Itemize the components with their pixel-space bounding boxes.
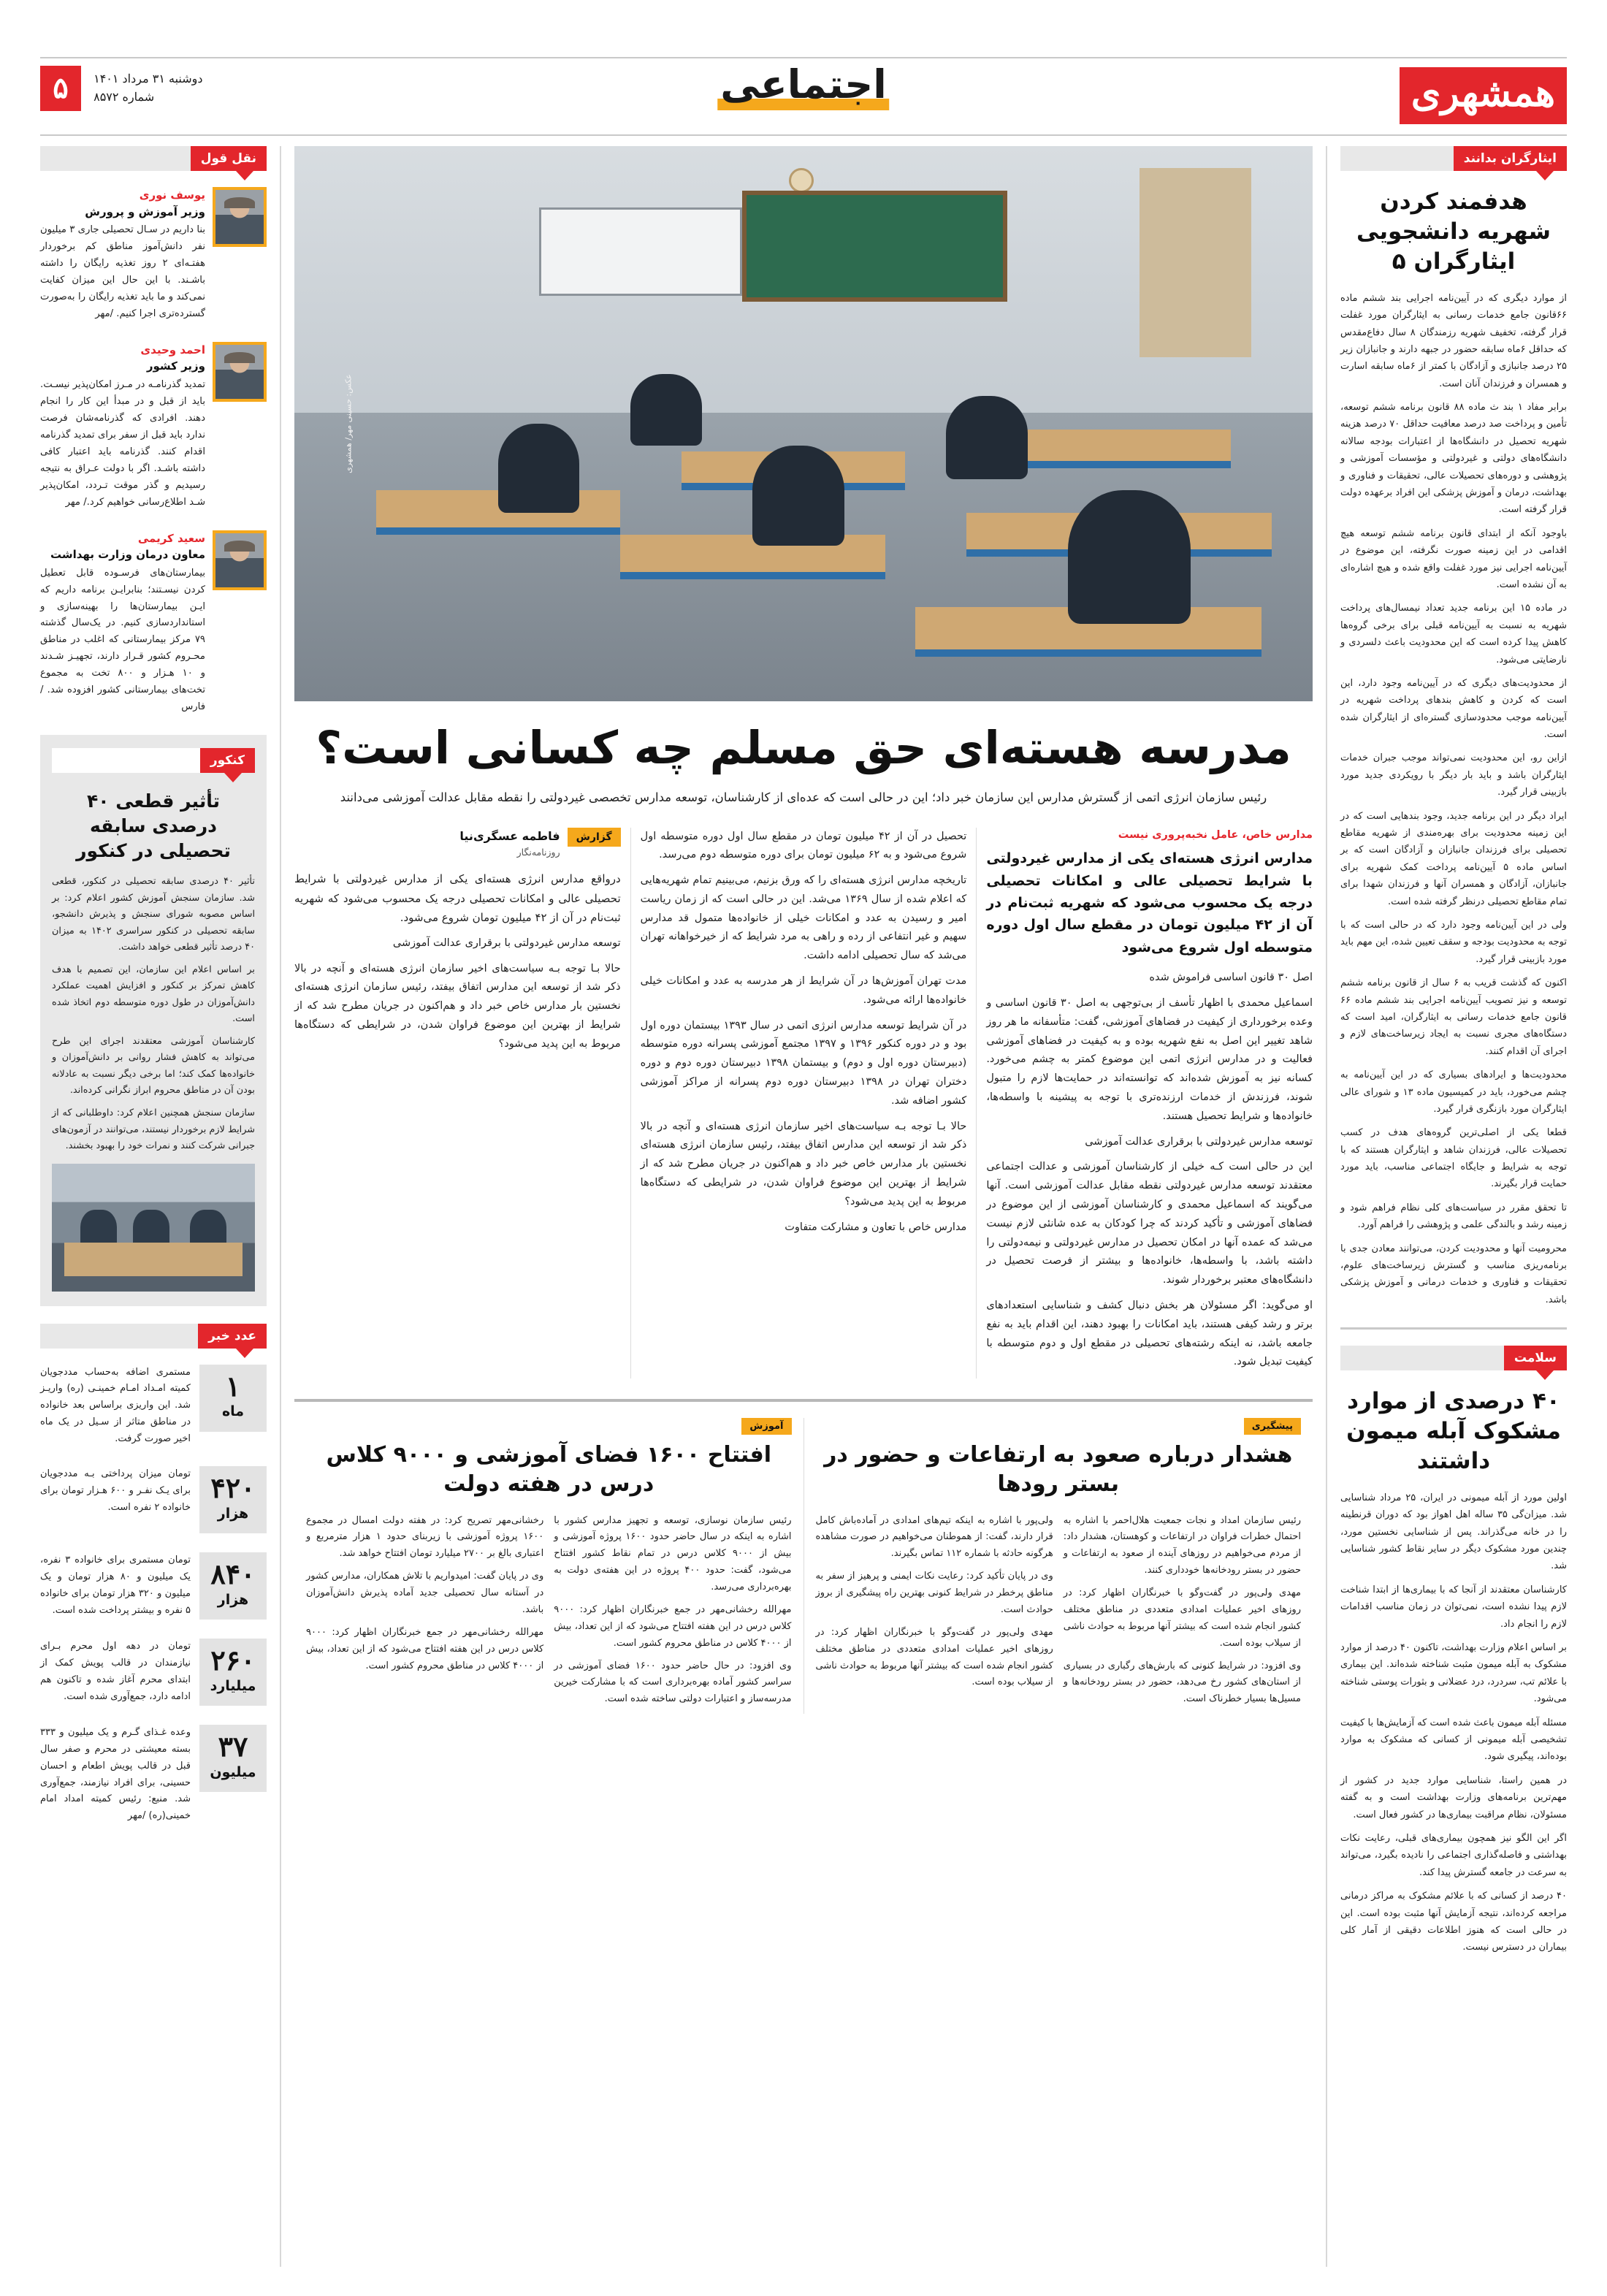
bottom-article-prevention [804, 1418, 1313, 1714]
main-subheadline: رئیس سازمان انرژی اتمی از گسترش مدارس این سازمان خبر داد؛ این در حالی است که عده‌ای از کارشناسان، توسعه مدارس تخصصی غیردولتی را نقطه مقابل عدالت آموزشی می‌دانند [340, 790, 1267, 804]
paragraph: این در حالی است کـه خیلی از کارشناسان آموزشی و عدالت اجتماعی معتقدند توسعه مدارس غیردولتی نقطه مقابل عدالت آموزشی است. آنها می‌گویند که اسماعیل محمدی و کارشناسان آموزشی از این موضوع در فضاهای آموزشی و تأکید کردند که چرا کودکان به عده شانئی لازم نیست می‌شد که عمده آنها در امکان تحصیل در مدارس غیردولتی و نیمه‌دولتی را داشته باشد، با واسطه‌ها، خانواده‌ها و بیشتر از فرصت تحصیل در دانشگاه‌های معتبر برخوردار شوند. [986, 1161, 1313, 1286]
section-title [714, 61, 892, 112]
kicker-isargaran [1340, 146, 1567, 171]
paragraph: ازاین رو، این محدودیت نمی‌تواند موجب جبران خدمات ایثارگران باشد و باید بار دیگر با رویکردی جدید مورد بازبینی قرار گیرد. [1340, 752, 1567, 798]
issue-meta [40, 66, 203, 111]
article-body-monkeypox [1340, 1490, 1567, 1956]
kicker-label-konkur: کنکور [200, 748, 255, 773]
paragraph: در همین راستا، شناسایی موارد جدید در کشور از مهم‌ترین برنامه‌های وزارت بهداشت است و به گفته مسئولان، نظام مراقبت بیماری‌ها در کشور فعال است. [1340, 1774, 1567, 1820]
paragraph: باوجود آنکه از ابتدای قانون برنامه ششم توسعه هیچ اقدامی در این زمینه صورت نگرفته، این موضوع در آیین‌نامه اجرایی نیز مورد غفلت واقع شده و هیچ اشاره‌ای به آن نشده است. [1340, 527, 1567, 590]
paragraph: مهرالله رخشانی‌مهر در جمع خبرنگاران اظهار کرد: ۹۰۰۰ کلاس درس در این هفته افتتاح می‌شود که از این تعداد، بیش از ۴۰۰۰ کلاس در مناطق محروم کشور است. [554, 1603, 792, 1649]
photo-curtain [1140, 168, 1251, 356]
paragraph: او می‌گوید: اگر مسئولان هر بخش دنبال کشف و شناسایی استعدادهای برتر و رشد کیفی هستند، باید امکانات را بهبود دهند، این اقدام باید به نفع جامعه باشد، نه اینکه رشته‌های تحصیلی در مقطع اول و دوم متوسطه با کیفیت تبدیل شود. [986, 1299, 1313, 1368]
number-text: تومان میزان پرداختی بـه مددجویان برای یـک نفـر و ۶۰۰ هـزار تومان برای خانواده ۲ نفره است. [40, 1468, 191, 1513]
bottom-subcol [306, 1513, 543, 1715]
paragraph: تاریخچه مدارس انرژی هسته‌ای را که ورق بزنیم، می‌بینیم تمام شهریه‌هایی که اعلام شده از سال ۱۳۶۹ می‌شد. این در حالی است که از زمان ریاست امیر و رسیدن به عدد و امکانات خیلی از خانواده‌ها متمول قد مدارس سهیم و غیر انتفاعی از رده و راهی به مرد شرایط که از خیرخواهانه تهران می‌شد که سال تحصیلی ادامه داشت. [640, 874, 967, 962]
paragraph: اولین مورد از آبله میمونی در ایران، ۲۵ مرداد شناسایی شد. میزان‌گی ۳۵ ساله اهل اهواز بود که دوران قرنطینه را در خانه می‌گذراند. پس از شناسایی نخستین مورد، چندین مورد مشکوک دیگر در سایر نقاط کشور شناسایی شد. [1340, 1492, 1567, 1572]
number-badge [199, 1552, 267, 1620]
kicker-label-quotes: نقل قول [191, 146, 267, 171]
number-badge [199, 1725, 267, 1792]
bottom-subcol [816, 1513, 1053, 1715]
brand-logo[interactable]: همشهری [1400, 67, 1567, 124]
paragraph: اکنون که گذشت قریب به ۶ سال از قانون برنامه ششم توسعه و نیز تصویب آیین‌نامه اجرایی بند ششم ماده ۶۶ قانون جامع خدمات رسانی به ایثارگران، امید است که دستگاه‌های مجری نسبت به ایجاد زیرساخت‌های لازم و اجرای آن اقدام کنند. [1340, 977, 1567, 1057]
number-unit: ماه [221, 1403, 245, 1420]
paragraph: سازمان سنجش همچنین اعلام کرد: داوطلبانی که از شرایط لازم برخوردار نیستند، می‌توانند در آزمون‌های جبرانی شرکت کنند و نمرات خود را بهبود بخشند. [52, 1107, 255, 1152]
quote-text: بیمارستان‌های فرسـوده قابل تعطیل کردن نیسـتند؛ بنابرایـن برنامه داریم که ایـن بیمارستان‌ها را بهینه‌سازی و استانداردسازی کنیم. در یک‌سال گذشته ۷۹ مرکز بیمارستانی که اغلب در مناطق محـروم کشور قـرار دارند، تجهیـز شـدند و ۱۰ هـزار و ۸۰۰ تخت به مجموع تخت‌های بیمارستانی کشور افزوده شد. /فارس [40, 567, 205, 713]
paragraph: اگر این الگو نیز همچون بیماری‌های قبلی، رعایت نکات بهداشتی و فاصله‌گذاری اجتماعی را نادیده بگیرد، می‌تواند به سرعت در جامعه گسترش پیدا کند. [1340, 1832, 1567, 1878]
paragraph: قطعا یکی از اصلی‌ترین گروه‌های هدف در کسب تحصیلات عالی، فرزندان شاهد و ایثارگران هستند که با توجه به شرایط و جایگاه اجتماعی مناسب، باید مورد حمایت قرار بگیرند. [1340, 1127, 1567, 1190]
paragraph: برابر مفاد ۱ بند ث ماده ۸۸ قانون برنامه ششم توسعه، تأمین و پرداخت صد درصد معافیت حداقل ۷۰ درصد هزینه شهریه تحصیل در دانشگاه‌ها از اعتبارات بودجه سالانه دانشگاه‌های دولتی و غیردولتی و مؤسسات آموزشی و پژوهشی و دوره‌های تحصیلات عالی، تحقیقات و فناوری و بهداشت، درمان و آموزش پزشکی این افراد برعهده دولت قرار گرفته است. [1340, 402, 1567, 516]
quote-name: سعید کریمی [137, 531, 205, 545]
paragraph: ایراد دیگر در این برنامه جدید، وجود بندهایی است که در این زمینه محدودیت برای بهره‌مندی از شهریه مقاطع تحصیلی برای فرزندان جانبازان و آزادگان است که بر اساس ماده ۵ آیین‌نامه پرداخت کمک شهریه برای جانبازان، آزادگان و همسران آنها و فرزندان شهدا برای تمام مقاطع تحصیلی درنظر گرفته شده است. [1340, 810, 1568, 907]
bottom-article-education [294, 1418, 804, 1714]
bottom-subcol [554, 1513, 791, 1715]
photo-student [752, 446, 844, 546]
bottom-chip-education: آموزش [741, 1418, 791, 1435]
paragraph: از موارد دیگری که در آیین‌نامه اجرایی بند ششم ماده ۶۶قانون جامع خدمات رسانی به ایثارگران مورد غفلت قرار گرفته، تخفیف شهریه رزمندگان ۸ سال دفاع‌مقدس که حداقل ۶ماه سابقه حضور در جبهه دارند و جانبازان زیر ۲۵ درصد جانبازی و آزادگان با کمتر از ۶ماه سابقه اسارت و همسران و فرزندان آنان است. [1340, 292, 1567, 389]
quote-name: یوسف نوری [139, 188, 205, 202]
number-value: ۲۶۰ [210, 1644, 256, 1677]
inline-tag: مدارس خاص، عامل نخبه‌پروری نیست [1118, 828, 1313, 841]
paragraph: ولی‌پور با اشاره به اینکه تیم‌های امدادی در آماده‌باش کامل قرار دارند، گفت: از هموطنان می‌خواهیم در صورت مشاهده هرگونه حادثه با شماره ۱۱۲ تماس بگیرند. [815, 1514, 1053, 1560]
bottom-subcolumns-education [306, 1513, 792, 1715]
three-column-grid [40, 146, 1567, 2267]
number-unit: میلیارد [210, 1678, 256, 1695]
quote-body [40, 530, 205, 717]
paragraph: مدت تهران آموزش‌ها در آن شرایط از هر مدرسه به عدد و امکانات خیلی خانواده‌ها ارائه می‌شود. [640, 975, 967, 1006]
bottom-headline-prevention[interactable]: هشدار درباره صعود به ارتفاعات و حضور در بستر رودها [824, 1442, 1293, 1498]
masthead [40, 57, 1567, 136]
paragraph: توسعه مدارس غیردولتی با برقراری عدالت آموزشی [1085, 1135, 1313, 1148]
paragraph: مهرالله رخشانی‌مهر در جمع خبرنگاران اظهار کرد: ۹۰۰۰ کلاس درس در این هفته افتتاح می‌شود که از این تعداد، بیش از ۴۰۰۰ کلاس در مناطق محروم کشور است. [306, 1626, 544, 1671]
column-left [40, 146, 281, 2267]
paragraph: توسعه مدارس غیردولتی با برقراری عدالت آموزشی [392, 937, 621, 949]
paragraph: وی افزود: در شرایط کنونی که بارش‌های رگباری در بسیاری از استان‌های کشور رخ می‌دهد، حضور در بستر رودخانه‌ها و مسیل‌ها بسیار خطرناک است. [1063, 1660, 1301, 1705]
paragraph: محدودیت‌ها و ایرادهای بسیاری که در این آیین‌نامه به چشم می‌خورد، باید در کمیسیون ماده ۱۳ و شورای عالی ایثارگران مورد بازنگری قرار گیرد. [1340, 1069, 1567, 1115]
paragraph: ۴۰ درصد از کسانی که با علائم مشکوک به مراکز درمانی مراجعه کرده‌اند، نتیجه آزمایش آنها مثبت بوده است. این در حالی است که هنوز اطلاعات دقیقی از آمار کلی بیماران در دسترس نیست. [1340, 1891, 1567, 1953]
quote-role: وزیر آموزش و پرورش [85, 205, 205, 218]
paragraph: درواقع مدارس انرژی هسته‌ای یکی از مدارس غیردولتی با شرایط تحصیلی عالی و امکانات تحصیلی درجه یک محسوب می‌شود که شهریه ثبت‌نام در آن از ۴۲ میلیون تومان شروع می‌شود. [294, 872, 621, 925]
paragraph: اسماعیل محمدی با اظهار تأسف از بی‌توجهی به اصل ۳۰ قانون اساسی و وعده برخورداری از کیفیت در فضاهای آموزشی، گفت: متأسفانه ما هر روز شاهد تغییر این اصل به نفع شهریه بوده و به کیفیت در فضاهای آموزشی فعالیت و در مدارس انرژی اتمی این موضوع کمتر به چشم می‌خورد. کسانه نیز به آموزش شده‌اند که توانسته‌اند در حمایت‌ها لازم را متبول شوند، فرزندش از خدمات ارزنده‌تری با توجه به پیشینه با واسطه‌ها، خانواده‌ها و شرایط تحصیل هستند. [986, 997, 1313, 1122]
article-body-isargaran [1340, 290, 1567, 1308]
number-value: ۴۲۰ [210, 1471, 256, 1505]
photo-student [946, 396, 1028, 479]
avatar [213, 342, 267, 402]
paragraph: بر اساس اعلام وزارت بهداشت، تاکنون ۴۰ درصد از موارد مشکوک به آبله میمون مثبت شناخته شده‌اند. این بیماری با علائم تب، سردرد، درد عضلانی و بثورات پوستی شناخته می‌شود. [1340, 1642, 1568, 1705]
middle-col-2 [630, 828, 977, 1379]
number-item [40, 1639, 267, 1706]
number-text: تومان مستمری برای خانواده ۳ نفره، یک میلیون و ۸۰ هزار تومان و یک میلیون و ۳۲۰ هزار تومان برای خانواده ۵ نفره و بیشتر پرداخت شده است. [40, 1555, 191, 1616]
number-item [40, 1365, 267, 1448]
quote-card [40, 342, 267, 511]
page-content [40, 146, 1567, 2267]
paragraph: وی در پایان گفت: امیدواریم با تلاش همکاران، مدارس کشور در آستانه سال تحصیلی جدید آماده پذیرش دانش‌آموزان باشد. [306, 1571, 544, 1615]
bottom-subcol [1064, 1513, 1301, 1715]
kicker-label-numbers: عدد خبر [198, 1324, 267, 1349]
paragraph: رخشانی‌مهر تصریح کرد: در هفته دولت امسال در مجموع ۱۶۰۰ پروژه آموزشی با زیربنای حدود ۱ هزار مترمربع و اعتباری بالغ بر ۲۷۰۰ میلیارد تومان افتتاح خواهد شد. [306, 1514, 544, 1560]
hero-photo-classroom [294, 146, 1313, 701]
kicker-salamat [1340, 1346, 1567, 1370]
paragraph: رئیس سازمان امداد و نجات جمعیت هلال‌احمر با اشاره به احتمال خطرات فراوان در ارتفاعات و کوهستان، هشدار داد: از مردم می‌خواهیم در روزهای آینده از صعود به ارتفاعات و حضور در بستر رودخانه‌ها خودداری کنند. [1063, 1514, 1301, 1576]
konkur-box [40, 735, 267, 1305]
kicker-konkur [52, 748, 255, 773]
quote-card [40, 187, 267, 323]
paragraph: مسئله آبله میمون باعث شده است که آزمایش‌ها با کیفیت تشخیصی آبله میمونی از کسانی که مشکوک به موارد بوده‌اند، پیگیری شود. [1340, 1717, 1567, 1763]
kicker-label-salamat: سلامت [1504, 1346, 1567, 1370]
paragraph: از محدودیت‌های دیگری که در آیین‌نامه وجود دارد، این است که کردن و کاهش بندهای پرداخت شهریه در آیین‌نامه موجب محدودسازی گستره‌ای از ایثارگران شده است. [1340, 677, 1567, 741]
paragraph: مهدی ولی‌پور در گفت‌وگو با خبرنگاران اظهار کرد: در روزهای اخیر عملیات امدادی متعددی در مناطق مختلف کشور انجام شده است که بیشتر آنها مربوط به حوادث ناشی از سیلاب بوده است. [1063, 1587, 1301, 1649]
bottom-headline-education[interactable]: افتتاح ۱۶۰۰ فضای آموزشی و ۹۰۰۰ کلاس درس در هفته دولت [326, 1442, 771, 1498]
paragraph: بر اساس اعلام این سازمان، این تصمیم با هدف کاهش تمرکز بر کنکور و افزایش اهمیت عملکرد دانش‌آموزان در طول دوره متوسطه دوم اتخاذ شده است. [52, 964, 255, 1025]
paragraph: رئیس سازمان نوسازی، توسعه و تجهیز مدارس کشور با اشاره به اینکه در سال حاضر حدود ۱۶۰۰ پروژه آموزشی و بیش از ۹۰۰۰ کلاس درس در تمام نقاط کشور افتتاح می‌شود، گفت: حدود ۴۰۰ پروژه در این هفته‌ی دولت به بهره‌برداری می‌رسد. [554, 1514, 792, 1593]
photo-student [498, 424, 580, 513]
quote-card [40, 530, 267, 717]
byline-role: روزنامه‌نگار [516, 846, 560, 858]
paragraph: تأثیر ۴۰ درصدی سابقه تحصیلی در کنکور، قطعی شد. سازمان سنجش آموزش کشور اعلام کرد: بر اساس مصوبه شورای سنجش و پذیرش دانشجو، سابقه تحصیلی در کنکور سراسری ۱۴۰۲ به میزان ۴۰ درصد تأثیر قطعی خواهد داشت. [52, 876, 255, 953]
photo-desk [64, 1243, 243, 1276]
paragraph: مدارس خاص با تعاون و مشارکت متفاوت [785, 1221, 967, 1233]
paragraph: وی افزود: در حال حاضر حدود ۱۶۰۰ فضای آموزشی در سراسر کشور آماده بهره‌برداری است که با مشارکت خیرین مدرسه‌ساز و اعتبارات دولتی ساخته شده است. [554, 1660, 792, 1705]
photo-desk [620, 535, 885, 579]
quote-name: احمد وحیدی [140, 343, 205, 356]
paragraph: حالا بـا توجه بـه سیاست‌های اخیر سازمان انرژی هسته‌ای و آنچه در بالا ذکر شد از توسعه این مدارس اتفاق بیفتد، رئیس سازمان انرژی هسته‌ای نخستین بار مدارس خاص خبر داد و هم‌اکنون در جریان مطرح شد که از شرایط از بهترین این موضوع فراوان شدن، در شرایطی که دستگاه‌ها مربوط به این پدید می‌شود؟ [294, 962, 621, 1050]
header-rule-bottom [40, 134, 1567, 136]
middle-col-1 [976, 828, 1313, 1379]
quote-body [40, 342, 205, 511]
paragraph: اصل ۳۰ قانون اساسی فراموش شده [1149, 972, 1313, 984]
paragraph: در ماده ۱۵ این برنامه جدید تعداد نیمسال‌های پرداخت شهریه به نسبت به آیین‌نامه قبلی برای برخی گروه‌ها کاهش پیدا کرده است که این محدودیت باعث دلسردی و نارضایتی می‌شود. [1340, 603, 1568, 665]
paragraph: تحصیل در آن از ۴۲ میلیون تومان در مقطع سال اول دوره متوسطه اول شروع می‌شود و به ۶۲ میلیون تومان برای دوره متوسطه دوم می‌رسد. [640, 830, 967, 861]
avatar [213, 530, 267, 590]
quote-text: تمدید گذرنامـه در مـرز امکان‌پذیر نیسـت. باید از قبل و در مبدأ این کار را انجام دهند. افرادی که گذرنامه‌شان فرصت ندارد باید قبل از سفر برای تمدید گذرنامه اقدام کنند. گذرنامه باید اعتبار کافی داشته باشـد. اگر با دولت عـراق به نتیجه رسیدیم و گذر موقت تـردد، امکان‌پذیر شـد اطلاع‌رسانی خواهیم کرد./ مهر [40, 378, 205, 508]
number-text: مستمری اضافه به‌حساب مددجویان کمیته امـداد امـام خمینـی (ره) واریـز شد. این واریزی براساس بعد خانواده در مناطق متاثر از سـیل در یک ماه اخیر صورت گرفت. [40, 1366, 191, 1444]
bottom-chip-prevention: پیشگیری [1244, 1418, 1301, 1435]
main-headline[interactable]: مدرسه هسته‌ای حق مسلم چه کسانی است؟ [316, 721, 1291, 774]
quote-text: بنا داریم در سـال تحصیلی جاری ۳ میلیون نفر دانش‌آموز مناطق کم برخوردار هفتـه‌ای ۲ روز تغذیه رایگان را داشته باشـند. با این حال این میزان کفایت نمی‌کند و ما باید تغذیه رایگان را به‌صورت گسترده‌تری اجرا کنیم. /مهر [40, 224, 206, 319]
headline-monkeypox[interactable]: ۴۰ درصدی از موارد مشکوک آبله میمون داشتند [1346, 1388, 1561, 1475]
paragraph: حالا بـا توجه بـه سیاست‌های اخیر سازمان انرژی هسته‌ای و آنچه در بالا ذکر شد از توسعه این مدارس اتفاق بیفتد، رئیس سازمان انرژی هسته‌ای نخستین بار مدارس خاص خبر داد و هم‌اکنون در جریان مطرح شد که از شرایط از بهترین این موضوع فراوان شدن، در شرایطی که دستگاه‌ها مربوط به این پدید می‌شود؟ [640, 1120, 967, 1208]
photo-student [630, 374, 702, 446]
middle-col-3 [294, 828, 630, 1379]
number-item [40, 1552, 267, 1620]
column-middle [281, 146, 1326, 2267]
number-text: وعده غـذای گـرم و یک میلیون و ۳۳۳ بسته معیشتی در محرم و صفر سال قبل در قالب پویش اطعام و احسان حسینی، برای افراد نیازمند، جمع‌آوری شد. منبع: رئیس کمیته امداد امام خمینی(ره) /مهر [40, 1727, 191, 1822]
photo-projector-screen [539, 207, 743, 297]
number-value: ۱ [225, 1369, 241, 1403]
section-divider [1340, 1327, 1567, 1330]
quote-role: معاون درمان وزارت بهداشت [50, 548, 205, 562]
paragraph: وی در پایان تأکید کرد: رعایت نکات ایمنی و پرهیز از سفر به مناطق پرخطر در شرایط کنونی بهترین راه پیشگیری از بروز حوادث است. [815, 1571, 1053, 1615]
brand-logo-wrap[interactable] [1400, 67, 1567, 124]
byline-author [459, 828, 560, 859]
avatar [213, 187, 267, 247]
paragraph: کارشناسان معتقدند از آنجا که با بیماری‌ها از ابتدا شناخت لازم پیدا نشده است، نمی‌توان در زمان مناسب اقدامات لازم را انجام داد. [1340, 1584, 1567, 1630]
page-number: ۵ [40, 66, 81, 111]
quote-role: وزیر کشور [146, 359, 205, 373]
kicker-label-isargaran: ایثارگران بدانند [1454, 146, 1567, 171]
number-badge [199, 1365, 267, 1432]
number-badge [199, 1466, 267, 1533]
paragraph: مهدی ولی‌پور در گفت‌وگو با خبرنگاران اظهار کرد: در روزهای اخیر عملیات امدادی متعددی در مناطق مختلف کشور انجام شده است که بیشتر آنها مربوط به حوادث ناشی از سیلاب بوده است. [815, 1626, 1053, 1688]
paragraph: ولی در این آیین‌نامه وجود دارد که در حالی است که با توجه به محدودیت بودجه و سقف تعیین شده، این مهم باید مورد بازبینی قرار گیرد. [1340, 920, 1567, 965]
kicker-numbers [40, 1324, 267, 1349]
column-right [1326, 146, 1567, 2267]
paragraph: تا تحقق مقرر در سیاست‌های کلی نظام فراهم شود و زمینه رشد و بالندگی علمی و پژوهشی را فراهم آورد. [1340, 1202, 1567, 1231]
number-value: ۸۴۰ [210, 1557, 256, 1591]
issue-date: دوشنبه ۳۱ مرداد ۱۴۰۱ [93, 72, 203, 86]
number-value: ۳۷ [218, 1730, 248, 1763]
kicker-quotes [40, 146, 267, 171]
byline [294, 828, 621, 859]
number-unit: میلیون [210, 1764, 256, 1781]
photo-student [1068, 490, 1190, 623]
konkur-photo [52, 1164, 255, 1292]
paragraph: محرومیت آنها و محدودیت کردن، می‌توانند معادن جدی با برنامه‌ریزی مناسب و گسترش زیرساخت‌های علوم، تحقیقات و فناوری و خدمات درمانی و آموزش پزشکی باشد. [1340, 1243, 1567, 1305]
issue-number: شماره ۸۵۷۲ [93, 90, 155, 104]
header-rule-top [40, 57, 1567, 58]
pull-quote: مدارس انرژی هسته‌ای یکی از مدارس غیردولتی با شرایط تحصیلی عالی و امکانات تحصیلی درجه یک محسوب می‌شود که شهریه ثبت‌نام در آن از ۴۲ میلیون تومان در مقطع سال اول دوره متوسطه اول شروع می‌شود [986, 850, 1313, 956]
bottom-strip [294, 1399, 1313, 1714]
quote-body [40, 187, 205, 323]
byline-chip: گزارش [568, 828, 621, 847]
headline-isargaran[interactable]: هدفمند کردن شهریه دانشجویی ایثارگران ۵ [1356, 188, 1551, 275]
number-item [40, 1466, 267, 1533]
middle-article-columns [294, 828, 1313, 1379]
issue-dates [93, 70, 202, 107]
bottom-subcolumns-prevention [816, 1513, 1302, 1715]
number-unit: هزار [217, 1592, 249, 1609]
photo-chalkboard [742, 191, 1007, 302]
paragraph: در آن شرایط توسعه مدارس انرژی اتمی در سال ۱۳۹۳ بیستمان دوره اول بود و در دوره کنکور ۱۳۹۶ و ۱۳۹۷ مجتمع آموزشی پسرانه دوره متوسطه (دبیرستان دوره اول و دوم) و بیستمان ۱۳۹۸ دبیرستان دوره دوم و دوره دختران تهران در ۱۳۹۸ دبیرستان دوره دوم پسرانه از مراکز آموزشی کشور اضافه شد. [640, 1019, 967, 1107]
konkur-headline[interactable]: تأثیر قطعی ۴۰ درصدی سابقه تحصیلی در کنکور [76, 790, 231, 862]
byline-name: فاطمه عسگری‌نیا [459, 828, 560, 843]
photo-credit: عکس: حسینی مهر/ همشهری [343, 374, 354, 473]
number-text: تومان در دهه اول محرم بـرای نیازمندان در قالب پویش کمک از ابتدای محرم آغاز شده و تاکنون هم ادامه دارد، جمع‌آوری شده است. [40, 1641, 191, 1702]
section-title-text: اجتماعی [720, 61, 887, 107]
number-item [40, 1725, 267, 1825]
number-badge [199, 1639, 267, 1706]
number-unit: هزار [217, 1506, 249, 1522]
paragraph: کارشناسان آموزشی معتقدند اجرای این طرح می‌تواند به کاهش فشار روانی بر دانش‌آموزان و خانواده‌ها کمک کند؛ اما برخی دیگر نسبت به عادلانه بودن آن در مناطق محروم ابراز نگرانی کرده‌اند. [52, 1035, 255, 1096]
